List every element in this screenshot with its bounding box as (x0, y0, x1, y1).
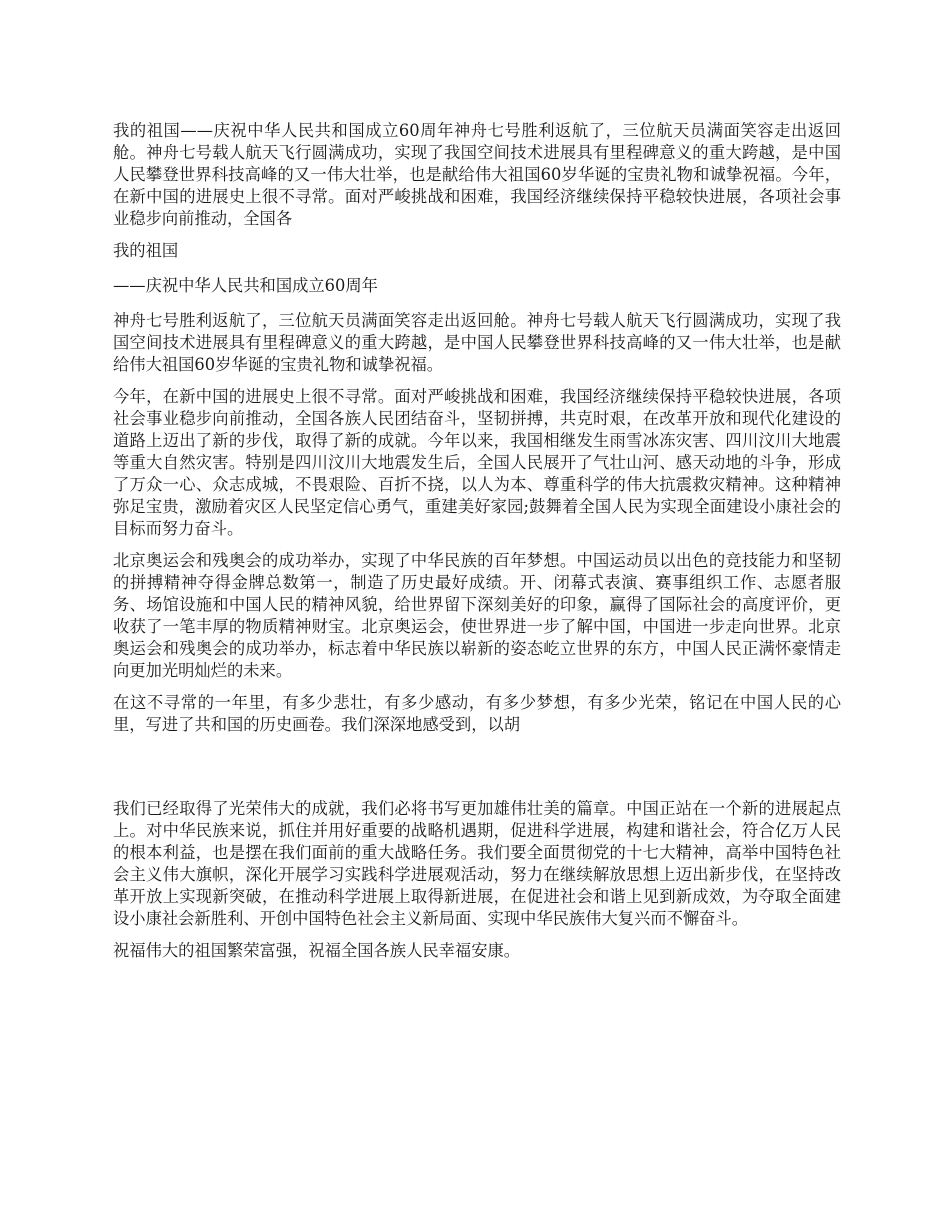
page-gap (113, 746, 841, 798)
body-paragraph: 北京奥运会和残奥会的成功举办，实现了中华民族的百年梦想。中国运动员以出色的竞技能力和坚韧的拼搏精神夺得金牌总数第一，制造了历史最好成绩。开、闭幕式表演、赛事组织工作、志愿者服务、场馆设施和中国人民的精神风貌，给世界留下深刻美好的印象，赢得了国际社会的高度评价，更收获了一笔丰厚的物质精神财宝。北京奥运会，使世界进一步了解中国，中国进一步走向世界。北京奥运会和残奥会的成功举办，标志着中华民族以崭新的姿态屹立世界的东方，中国人民正满怀豪情走向更加光明灿烂的未来。 (113, 551, 841, 680)
document-body (113, 120, 841, 972)
intro-paragraph: 我的祖国——庆祝中华人民共和国成立60周年神舟七号胜利返航了，三位航天员满面笑容走出返回舱。神舟七号载人航天飞行圆满成功，实现了我国空间技术进展具有里程碑意义的重大跨越，是中国人民攀登世界科技高峰的又一伟大壮举，也是献给伟大祖国60岁华诞的宝贵礼物和诚挚祝福。今年，在新中国的进展史上很不寻常。面对严峻挑战和困难，我国经济继续保持平稳较快进展，各项社会事业稳步向前推动，全国各 (113, 121, 841, 228)
document-subtitle: ——庆祝中华人民共和国成立60周年 (113, 276, 378, 295)
body-paragraph: 我们已经取得了光荣伟大的成就，我们必将书写更加雄伟壮美的篇章。中国正站在一个新的进展起点上。对中华民族来说，抓住并用好重要的战略机遇期，促进科学进展，构建和谐社会，符合亿万人民的根本利益，也是摆在我们面前的重大战略任务。我们要全面贯彻党的十七大精神，高举中国特色社会主义伟大旗帜，深化开展学习实践科学进展观活动，努力在继续解放思想上迈出新步伐，在坚持改革开放上实现新突破，在推动科学进展上取得新进展，在促进社会和谐上见到新成效，为夺取全面建设小康社会新胜利、开创中国特色社会主义新局面、实现中华民族伟大复兴而不懈奋斗。 (113, 799, 841, 928)
document-title: 我的祖国 (113, 241, 179, 260)
body-paragraph: 神舟七号胜利返航了，三位航天员满面笑容走出返回舱。神舟七号载人航天飞行圆满成功，实现了我国空间技术进展具有里程碑意义的重大跨越，是中国人民攀登世界科技高峰的又一伟大壮举，也是献给伟大祖国60岁华诞的宝贵礼物和诚挚祝福。 (113, 311, 841, 374)
body-paragraph: 在这不寻常的一年里，有多少悲壮，有多少感动，有多少梦想，有多少光荣，铭记在中国人民的心里，写进了共和国的历史画卷。我们深深地感受到，以胡 (113, 693, 841, 734)
body-paragraph: 今年，在新中国的进展史上很不寻常。面对严峻挑战和困难，我国经济继续保持平稳较快进展，各项社会事业稳步向前推动，全国各族人民团结奋斗，坚韧拼搏，共克时艰，在改革开放和现代化建设的道路上迈出了新的步伐，取得了新的成就。今年以来，我国相继发生雨雪冰冻灾害、四川汶川大地震等重大自然灾害。特别是四川汶川大地震发生后，全国人民展开了气壮山河、感天动地的斗争，形成了万众一心、众志成城，不畏艰险、百折不挠，以人为本、尊重科学的伟大抗震救灾精神。这种精神弥足宝贵，激励着灾区人民坚定信心勇气，重建美好家园;鼓舞着全国人民为实现全面建设小康社会的目标而努力奋斗。 (113, 387, 841, 538)
closing-paragraph: 祝福伟大的祖国繁荣富强，祝福全国各族人民幸福安康。 (113, 941, 521, 960)
